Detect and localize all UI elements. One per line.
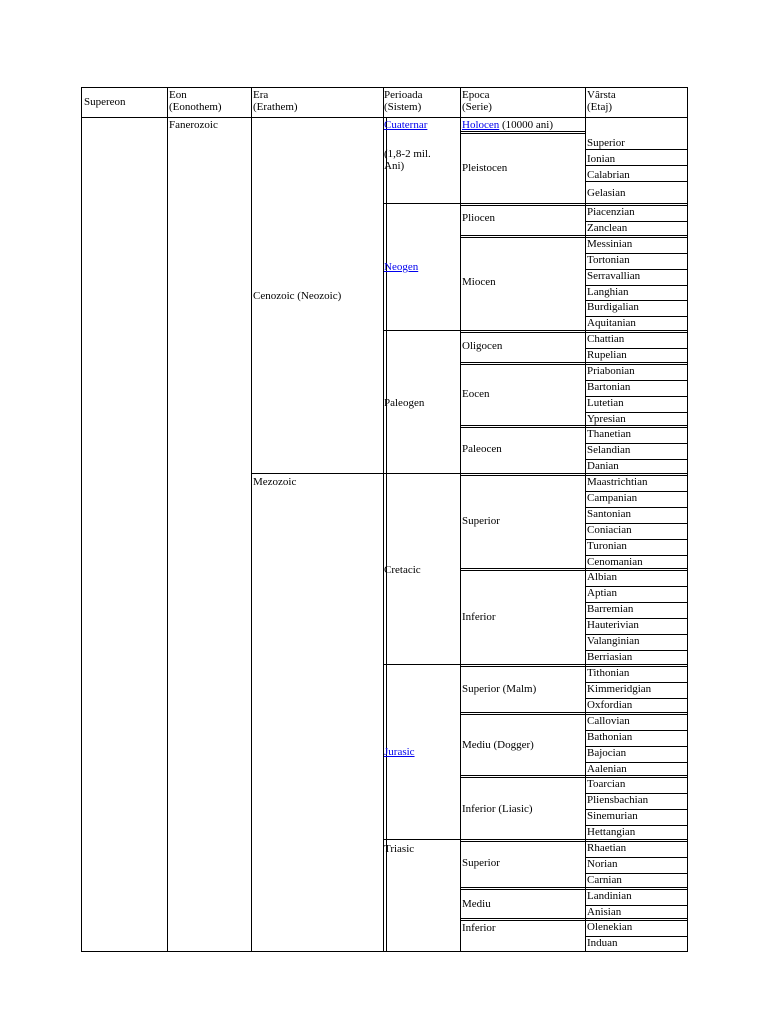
- epoch-triasic-mediu: Mediu: [462, 898, 491, 910]
- epoch-divider: [460, 133, 586, 134]
- epoch-divider: [460, 918, 586, 919]
- epoch-divider: [460, 712, 586, 713]
- stage-label: Burdigalian: [587, 301, 639, 313]
- period-cretacic: Cretacic: [384, 564, 421, 576]
- epoch-divider: [460, 237, 586, 238]
- stage-group-divider: [585, 362, 688, 363]
- epoch-divider: [460, 203, 586, 204]
- stage-group-divider: [585, 887, 688, 888]
- column-divider-period: [383, 87, 384, 952]
- stage-label: Coniacian: [587, 524, 632, 536]
- epoch-jurasic-mediu: Mediu (Dogger): [462, 739, 534, 751]
- stage-label: Calabrian: [587, 169, 630, 181]
- epoch-jurasic-superior: Superior (Malm): [462, 683, 537, 695]
- stage-group-divider: [585, 775, 688, 776]
- epoch-pleistocen: Pleistocen: [462, 162, 508, 174]
- stage-label: Santonian: [587, 508, 631, 520]
- epoch-holocen-link[interactable]: Holocen: [462, 119, 500, 131]
- period-divider: [383, 330, 461, 331]
- era-cenozoic: Cenozoic (Neozoic): [253, 290, 342, 302]
- epoch-divider: [460, 473, 586, 474]
- epoch-divider: [460, 775, 586, 776]
- stage-label: Superior: [587, 137, 625, 149]
- stage-label: Tithonian: [587, 667, 630, 679]
- stage-label: Cenomanian: [587, 556, 643, 568]
- stage-label: Carnian: [587, 874, 622, 886]
- epoch-holocen-note: (10000 ani): [502, 119, 554, 131]
- stage-label: Pliensbachian: [587, 794, 649, 806]
- header-varsta: Vârsta (Etaj): [587, 89, 616, 113]
- period-divider: [383, 473, 461, 474]
- period-triasic: Triasic: [384, 843, 415, 855]
- epoch-divider: [460, 364, 586, 365]
- stage-row-divider: [585, 149, 688, 150]
- era-mezozoic: Mezozoic: [253, 476, 297, 488]
- stage-group-divider: [585, 568, 688, 569]
- stage-group-divider: [585, 425, 688, 426]
- period-cuaternar-link[interactable]: Cuaternar: [384, 119, 428, 131]
- epoch-cretacic-inferior: Inferior: [462, 611, 496, 623]
- epoch-divider: [460, 777, 586, 778]
- period-cuaternar-note: (1,8-2 mil. Ani): [384, 148, 431, 172]
- era-divider: [251, 473, 385, 474]
- stage-group-divider: [585, 664, 688, 665]
- stage-label: Anisian: [587, 906, 622, 918]
- stage-label: Langhian: [587, 286, 629, 298]
- stage-group-divider: [585, 473, 688, 474]
- epoch-divider: [460, 714, 586, 715]
- epoch-divider: [460, 889, 586, 890]
- stage-label: Toarcian: [587, 778, 626, 790]
- column-divider-epoch: [460, 87, 461, 952]
- stage-label: Aquitanian: [587, 317, 636, 329]
- header-supereon: Supereon: [84, 96, 126, 108]
- stage-label: Piacenzian: [587, 206, 635, 218]
- period-divider: [383, 203, 461, 204]
- stage-label: Turonian: [587, 540, 627, 552]
- period-divider: [383, 664, 461, 665]
- stage-label: Selandian: [587, 444, 631, 456]
- stage-label: Callovian: [587, 715, 630, 727]
- stage-row-divider: [585, 165, 688, 166]
- epoch-divider: [460, 362, 586, 363]
- epoch-pliocen: Pliocen: [462, 212, 495, 224]
- epoch-paleocen: Paleocen: [462, 443, 502, 455]
- stage-label: Tortonian: [587, 254, 630, 266]
- epoch-divider: [460, 475, 586, 476]
- table-border-left: [81, 87, 82, 952]
- epoch-divider: [460, 568, 586, 569]
- stage-label: Hettangian: [587, 826, 636, 838]
- stage-label: Hauterivian: [587, 619, 639, 631]
- period-paleogen: Paleogen: [384, 397, 425, 409]
- epoch-divider: [460, 332, 586, 333]
- stage-label: Ionian: [587, 153, 616, 165]
- epoch-triasic-inferior: Inferior: [462, 922, 496, 934]
- stage-label: Albian: [587, 571, 617, 583]
- table-border-right: [687, 87, 688, 952]
- epoch-divider: [460, 330, 586, 331]
- stage-label: Thanetian: [587, 428, 631, 440]
- stage-row-divider: [585, 181, 688, 182]
- epoch-divider: [460, 920, 586, 921]
- stage-label: Norian: [587, 858, 618, 870]
- stage-label: Bajocian: [587, 747, 627, 759]
- stage-label: Ypresian: [587, 413, 626, 425]
- stage-label: Chattian: [587, 333, 625, 345]
- period-jurasic-link[interactable]: Jurasic: [384, 746, 415, 758]
- stage-label: Bartonian: [587, 381, 631, 393]
- header-epoca: Epoca (Serie): [462, 89, 492, 113]
- table-border-top: [81, 87, 688, 88]
- stage-label: Serravallian: [587, 270, 641, 282]
- period-divider: [383, 839, 461, 840]
- stage-label: Berriasian: [587, 651, 633, 663]
- header-era: Era (Erathem): [253, 89, 298, 113]
- epoch-divider: [460, 205, 586, 206]
- eon-fanerozoic: Fanerozoic: [169, 119, 218, 131]
- epoch-jurasic-inferior: Inferior (Liasic): [462, 803, 533, 815]
- stage-label: Aalenian: [587, 763, 627, 775]
- epoch-divider: [460, 570, 586, 571]
- column-divider-stage: [585, 87, 586, 952]
- stage-label: Messinian: [587, 238, 633, 250]
- column-divider-eon: [167, 87, 168, 952]
- stage-label: Bathonian: [587, 731, 633, 743]
- stage-label: Rhaetian: [587, 842, 627, 854]
- epoch-divider: [460, 666, 586, 667]
- epoch-divider: [460, 425, 586, 426]
- stage-label: Lutetian: [587, 397, 624, 409]
- stage-label: Gelasian: [587, 187, 626, 199]
- stage-label: Induan: [587, 937, 618, 949]
- stage-label: Oxfordian: [587, 699, 633, 711]
- stage-group-divider: [585, 918, 688, 919]
- stage-label: Kimmeridgian: [587, 683, 652, 695]
- stage-group-divider: [585, 203, 688, 204]
- stage-label: Maastrichtian: [587, 476, 648, 488]
- header-perioada: Perioada (Sistem): [384, 89, 423, 113]
- epoch-divider: [460, 839, 586, 840]
- epoch-divider: [460, 131, 586, 132]
- stage-group-divider: [585, 712, 688, 713]
- stage-label: Zanclean: [587, 222, 628, 234]
- epoch-divider: [460, 427, 586, 428]
- stage-label: Campanian: [587, 492, 638, 504]
- column-divider-era: [251, 87, 252, 952]
- stage-label: Danian: [587, 460, 619, 472]
- column-divider-period-right: [386, 117, 387, 952]
- epoch-cretacic-superior: Superior: [462, 515, 500, 527]
- table-border-bottom: [81, 951, 688, 952]
- epoch-miocen: Miocen: [462, 276, 496, 288]
- epoch-oligocen: Oligocen: [462, 340, 503, 352]
- stage-label: Landinian: [587, 890, 632, 902]
- stage-label: Rupelian: [587, 349, 627, 361]
- stage-label: Valanginian: [587, 635, 640, 647]
- header-row-divider: [81, 117, 688, 118]
- epoch-divider: [460, 841, 586, 842]
- stage-label: Sinemurian: [587, 810, 638, 822]
- stage-group-divider: [585, 330, 688, 331]
- epoch-divider: [460, 887, 586, 888]
- stage-label: Aptian: [587, 587, 617, 599]
- epoch-divider: [460, 664, 586, 665]
- stage-group-divider: [585, 235, 688, 236]
- stage-label: Priabonian: [587, 365, 635, 377]
- stage-label: Barremian: [587, 603, 634, 615]
- stage-group-divider: [585, 839, 688, 840]
- epoch-triasic-superior: Superior: [462, 857, 500, 869]
- header-eon: Eon (Eonothem): [169, 89, 222, 113]
- stage-label: Olenekian: [587, 921, 633, 933]
- period-neogen-link[interactable]: Neogen: [384, 261, 419, 273]
- epoch-eocen: Eocen: [462, 388, 490, 400]
- epoch-holocen: [462, 119, 553, 131]
- epoch-divider: [460, 235, 586, 236]
